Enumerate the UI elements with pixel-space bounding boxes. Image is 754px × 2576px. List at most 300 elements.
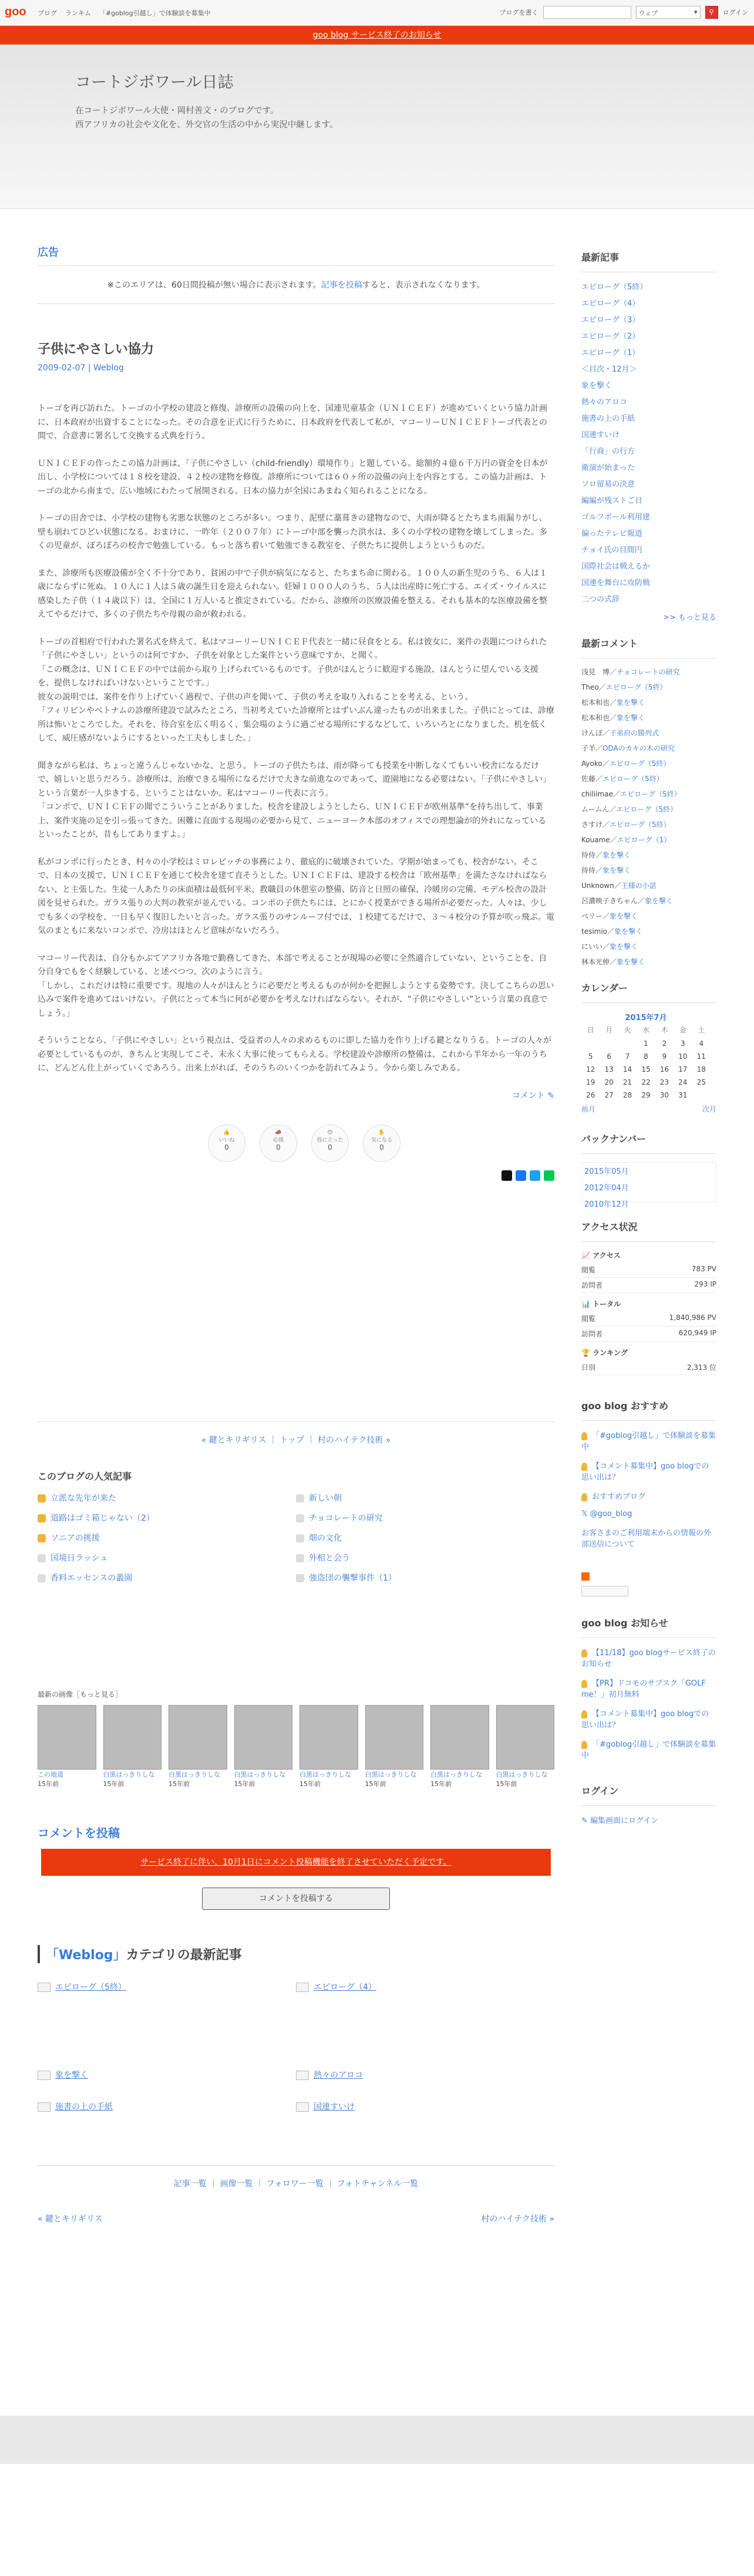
goo-recommend-label[interactable]: おすすめブログ	[592, 1493, 646, 1501]
bulb-icon	[581, 1710, 587, 1719]
rank-icon	[296, 1534, 304, 1542]
comment-item	[581, 896, 716, 906]
facebook-share-icon[interactable]	[516, 1170, 526, 1181]
ad-post-link[interactable]: 記事を投稿	[321, 281, 362, 290]
goo-notice-label[interactable]: 【11/18】goo blogサービス終了のお知らせ	[581, 1649, 716, 1669]
image-thumb[interactable]	[234, 1705, 293, 1788]
calendar-day: 6	[607, 1052, 611, 1061]
top-nav-ranking[interactable]: ランキム	[65, 9, 91, 17]
comment-sep: ／	[609, 805, 617, 813]
popular-item[interactable]	[38, 1512, 296, 1524]
calendar-nav	[581, 1104, 716, 1114]
recent-item[interactable]: 編編が残ストご日	[581, 497, 643, 505]
comment-user: 浅見 博	[581, 668, 610, 676]
calendar-day: 20	[604, 1078, 614, 1086]
footer-pager	[38, 2213, 554, 2224]
comment-sep: ／	[607, 927, 615, 936]
popular-item[interactable]	[38, 1532, 296, 1544]
top-right-tools	[500, 6, 748, 19]
thumb-image[interactable]	[430, 1705, 489, 1770]
comment-item	[581, 743, 716, 753]
calendar-day: 15	[641, 1065, 651, 1073]
thumb-title[interactable]: 白黒はっきりしな	[365, 1770, 417, 1778]
category-name[interactable]: 「Weblog」	[46, 1947, 126, 1963]
goo-notice-label[interactable]: 【PR】ドコモのサブスク「GOLF me！」初月無料	[581, 1679, 706, 1699]
calendar-day: 19	[586, 1078, 595, 1086]
popular-item-label[interactable]: ソニアの挑援	[51, 1533, 100, 1543]
prev-entry-link[interactable]: « 鍵とキリギリス	[38, 2214, 103, 2224]
comment-sep: ／	[595, 866, 603, 875]
comment-item	[581, 804, 716, 814]
thumb-image[interactable]	[103, 1705, 162, 1770]
comment-link[interactable]	[38, 1089, 554, 1101]
goo-recommend-item[interactable]	[581, 1510, 716, 1518]
article-icon	[296, 2102, 309, 2112]
entry-category[interactable]: Weblog	[93, 363, 124, 373]
image-thumb[interactable]	[169, 1705, 227, 1788]
thumb-title[interactable]: 白黒はっきりしな	[103, 1770, 155, 1778]
bulb-icon	[581, 1741, 587, 1749]
comment-item	[581, 865, 716, 875]
entry-date[interactable]: 2009-02-07	[38, 363, 86, 373]
popular-item-label[interactable]: 畑の文化	[309, 1533, 342, 1543]
recent-item[interactable]: エピローグ（1）	[581, 349, 640, 357]
entry-title[interactable]: 子供にやさしい協力	[38, 342, 154, 357]
backnumber-list[interactable]	[581, 1162, 716, 1209]
calendar-day: 18	[696, 1065, 706, 1073]
calendar-day: 12	[586, 1065, 595, 1073]
image-thumb[interactable]	[299, 1705, 358, 1788]
backnumber-item[interactable]: 2010年12月	[584, 1200, 629, 1209]
comment-item	[581, 819, 716, 829]
calendar-week	[581, 1050, 711, 1063]
recent-item[interactable]: 国連すいけ	[581, 431, 620, 440]
line-share-icon[interactable]	[544, 1170, 554, 1181]
footer-links[interactable]: 記事一覧 ｜ 画像一覧 ｜ フォロワー一覧 ｜ フォトチャンネル一覧	[38, 2165, 554, 2189]
comment-post-heading: コメントを投稿	[38, 1825, 120, 1840]
thumb-title[interactable]: 白黒はっきりしな	[430, 1770, 482, 1778]
popular-item-label[interactable]: 香料エッセンスの叢園	[51, 1573, 133, 1583]
image-thumb[interactable]	[103, 1705, 162, 1788]
category-latest-list	[38, 1981, 554, 2112]
popular-item-label[interactable]: 強盗団の襲撃事件（1）	[309, 1573, 396, 1583]
reaction-label: 気になる	[371, 1137, 392, 1143]
article-icon	[296, 1983, 309, 1992]
comment-article[interactable]: 象を撃く	[617, 698, 645, 707]
comment-article[interactable]: 象を撃く	[602, 866, 631, 875]
goo-recommend-label[interactable]: 「#goblog引越し」で体験談を募集中	[581, 1432, 716, 1451]
write-blog-link[interactable]: ブログを書く	[499, 9, 538, 16]
post-comment-button[interactable]: コメントを投稿する	[202, 1888, 390, 1910]
reaction-helpful[interactable]	[311, 1125, 349, 1162]
article-icon	[38, 1983, 51, 1992]
comment-item	[581, 774, 716, 784]
comment-article[interactable]: ODAのカキの木の研究	[602, 744, 675, 752]
svg-text:goo: goo	[5, 5, 26, 18]
comment-article[interactable]: 象を撃く	[617, 714, 645, 722]
comment-item	[581, 728, 716, 738]
comment-item	[581, 667, 716, 677]
goo-notice-item[interactable]	[581, 1646, 716, 1669]
category-item-label[interactable]: 熱々のアロコ	[314, 2070, 363, 2080]
comment-article[interactable]: 象を撃く	[617, 958, 645, 966]
comment-item	[581, 850, 716, 860]
login-link-side[interactable]	[581, 1814, 716, 1825]
popular-heading: このブログの人気記事	[38, 1470, 132, 1482]
search-scope-value: ウェブ	[638, 9, 658, 17]
category-item[interactable]	[296, 2101, 554, 2112]
backnumber-item[interactable]: 2012年04月	[584, 1184, 629, 1193]
goo-recommend-label[interactable]: 【コメント募集中】goo blogでの思い出は？	[581, 1462, 709, 1482]
comment-article[interactable]: エピローグ（5終）	[609, 759, 671, 768]
entry-paragraph: マコーリー代表は、自分もかぶてアフリカ各地で勤務してきた、本部で考えることが現場の必要に全然適合していない、ということを、自分自身でもをく経験している、と述べつつ、次のように言う。 「しかし、これだけは特に重要です。現地の人々がほんとうに必要だと考えるものが何かを把握しようとする姿勢です。決してこちらの思い込みで案件を進めてはいけない。子供にとって本当に何が必要かを考えなければならない。それが、“子供にやさしい”という言葉の真意でしょう。」	[38, 953, 554, 1018]
total-key: 閲覧	[581, 1315, 596, 1323]
popular-item[interactable]	[296, 1532, 554, 1544]
bulb-icon	[581, 1680, 587, 1688]
popular-item[interactable]	[296, 1492, 554, 1504]
comment-item	[581, 835, 716, 845]
ranking-value: 2,313 位	[686, 1363, 716, 1372]
calendar-day: 5	[588, 1052, 593, 1061]
thumb-title[interactable]: この地道	[38, 1770, 63, 1778]
category-item[interactable]	[38, 2069, 296, 2081]
recent-item[interactable]: チョイ氏の目間円	[581, 546, 642, 555]
megaphone-icon: 📣	[275, 1129, 282, 1136]
category-item[interactable]	[296, 1981, 554, 1993]
popular-item-label[interactable]: 国境日ラッシュ	[51, 1553, 108, 1563]
comment-article[interactable]: エピローグ（1）	[617, 836, 671, 844]
comment-user: Kouame	[581, 836, 610, 844]
recent-item[interactable]: ＜目次・12月＞	[581, 365, 637, 374]
comment-item	[581, 880, 716, 890]
recent-more-link[interactable]: >> もっと見る	[663, 613, 716, 622]
calendar-weekday: 火	[624, 1026, 631, 1034]
recent-item[interactable]: 二つの式辞	[581, 595, 620, 604]
comment-service-notice[interactable]: サービス終了に伴い、10月1日にコメント投稿機能を終了させていただく予定です。	[41, 1849, 551, 1876]
thumb-image[interactable]	[365, 1705, 424, 1770]
category-item[interactable]	[38, 1981, 296, 1993]
comment-user: Ayoko	[581, 759, 602, 768]
comment-user: ムームん	[581, 805, 610, 813]
popular-item-label[interactable]: 外相と会う	[309, 1553, 350, 1563]
top-nav-blog[interactable]: ブログ	[38, 9, 57, 17]
thumb-date: 15年前	[38, 1780, 59, 1788]
calendar-day: 29	[641, 1091, 651, 1099]
comment-article[interactable]: 子弟府の勝列式	[610, 729, 659, 737]
recent-item[interactable]: 施書の上の手紙	[581, 414, 635, 423]
bulb-icon	[581, 1432, 587, 1440]
thumb-image[interactable]	[38, 1705, 96, 1770]
recent-item[interactable]: 国際社会は戦えるか	[581, 562, 651, 571]
x-icon: 𝕏	[581, 1510, 590, 1518]
goo-recommend-item[interactable]	[581, 1490, 716, 1501]
comment-sep: ／	[610, 958, 617, 966]
thumb-date: 15年前	[496, 1780, 517, 1788]
calendar-day: 28	[622, 1091, 632, 1099]
backnumber-item[interactable]: 2015年05月	[584, 1167, 629, 1176]
category-item[interactable]	[38, 2101, 296, 2112]
rss-badges	[581, 1572, 716, 1598]
comment-article[interactable]: 象を撃く	[614, 927, 643, 936]
smile-icon: 😊	[327, 1129, 333, 1136]
goo-notice-item[interactable]	[581, 1677, 716, 1699]
comment-sep: ／	[595, 744, 603, 752]
comment-item	[581, 957, 716, 967]
thumb-title[interactable]: 白黒はっきりしな	[496, 1770, 548, 1778]
popular-item-label[interactable]: 新しい朝	[309, 1493, 342, 1503]
comment-article[interactable]: 象を撃く	[610, 943, 638, 951]
rank-icon	[296, 1574, 304, 1582]
recent-comments	[581, 667, 716, 967]
popular-item[interactable]	[38, 1492, 296, 1504]
reaction-curious[interactable]	[363, 1125, 400, 1162]
recent-item[interactable]: エピローグ（4）	[581, 299, 640, 308]
comment-user: にいい	[581, 943, 603, 951]
goo-recommend-list	[581, 1429, 716, 1549]
entry-paragraph: 聞きながら私は、ちょっと違うんじゃないかな、と思う。トーゴの子供たちは、雨が降っても授業を中断しなくてもいい校舎になるだけで、嬉しいと思うだろう。診療所は、治療できる場所になるだけで大きな前進なのであって、遊園地になる必要はない。「子供にやさしい」という言葉が一人歩きする、ということはないか。私はマコーリー代表に言う。 「コンポで、ＵＮＩＣＥＦの聞でこういうことがありました。校舎を建設しようとしたら、ＵＮＩＣＥＦが欧州基準“を持ち出して、事業上、案件実施の足を引っ張ってきた。困難に直面する現場の必要から見て、ニューヨーク本部のオフィスでの理想論が的外れになっているといったことが、昔もしてありますよ。」	[38, 761, 551, 839]
recent-item[interactable]: ゴルフボール利用建	[581, 513, 650, 522]
calendar-day: 31	[678, 1091, 688, 1099]
comment-item	[581, 713, 716, 723]
comment-user: 林本光伸	[581, 958, 610, 966]
entry-pager[interactable]: « 鍵とキリギリス ｜ トップ ｜ 村のハイテク技術 »	[38, 1422, 554, 1446]
popular-item-label[interactable]: チョコレートの研究	[309, 1513, 383, 1523]
blog-title[interactable]: コートジボワール日誌	[75, 73, 234, 92]
total-value: 1,840,986 PV	[669, 1314, 716, 1322]
goo-notice-label[interactable]: 「#goblog引越し」で体験談を募集中	[581, 1740, 716, 1760]
comment-sep: ／	[602, 729, 610, 737]
thumbs-up-icon: 👍	[223, 1129, 230, 1136]
thumb-title[interactable]: 白黒はっきりしな	[234, 1770, 286, 1778]
goo-notice-label[interactable]: 【コメント募集中】goo blogでの思い出は？	[581, 1710, 709, 1730]
popular-list	[38, 1492, 554, 1584]
thumb-date: 15年前	[430, 1780, 452, 1788]
chart-icon: 📈	[581, 1251, 593, 1260]
category-item-label[interactable]: エピローグ（5終）	[55, 1982, 126, 1992]
next-entry-link[interactable]: 村のハイテク技術 »	[481, 2214, 554, 2224]
pencil-icon: ✎	[547, 1091, 554, 1100]
login-link-label[interactable]: 編集画面にログイン	[590, 1817, 659, 1825]
comment-article[interactable]: エピローグ（5終）	[602, 775, 664, 783]
ranking-row	[581, 1360, 716, 1375]
article-icon	[38, 2102, 51, 2112]
goo-recommend-item[interactable]	[581, 1460, 716, 1482]
comment-sep: ／	[614, 882, 621, 890]
popular-item-label[interactable]: 道路はゴミ箱じゃない（2）	[51, 1513, 154, 1523]
popular-item-label[interactable]: 立派な先年が来た	[51, 1493, 116, 1503]
calendar-week	[581, 1089, 711, 1102]
recent-item[interactable]: 象を撃く	[581, 381, 612, 390]
total-row	[581, 1311, 716, 1326]
popular-item[interactable]	[38, 1552, 296, 1564]
category-item-label[interactable]: エピローグ（4）	[314, 1982, 376, 1992]
goo-notice-list	[581, 1646, 716, 1760]
goo-recommend-heading: goo blog おすすめ	[581, 1399, 716, 1421]
recent-item[interactable]: エピローグ（3）	[581, 316, 640, 325]
ad-heading: 広告	[38, 244, 554, 266]
calendar-prev[interactable]: 前月	[581, 1105, 596, 1113]
calendar-day: 10	[678, 1052, 688, 1061]
calendar-day: 24	[678, 1078, 688, 1086]
comment-user: 侍侍	[581, 866, 596, 875]
comment-item	[581, 682, 716, 692]
category-latest-heading	[38, 1945, 554, 1963]
comment-user: Unknown	[581, 882, 614, 890]
top-nav	[38, 8, 211, 18]
recent-item[interactable]: エピローグ（2）	[581, 332, 640, 341]
recent-item[interactable]: 熱々のアロコ	[581, 398, 628, 407]
search-button[interactable]	[705, 6, 718, 19]
comment-user: けんぽ	[581, 729, 603, 737]
goo-notice-item[interactable]	[581, 1707, 716, 1730]
comment-user: 松本和也	[581, 698, 610, 707]
thumb-date: 15年前	[365, 1780, 386, 1788]
goo-recommend-label[interactable]: お客さまのご利用端末からの情報の外部送信について	[581, 1529, 712, 1549]
latest-images-heading[interactable]: 最新の画像［もっと見る］	[38, 1690, 123, 1699]
comment-article[interactable]: エピローグ（5終）	[605, 683, 667, 691]
top-nav-promo[interactable]: 「#goblog引越し」で体験談を募集中	[99, 9, 211, 17]
thumb-title[interactable]: 白黒はっきりしな	[169, 1770, 220, 1778]
calendar-next[interactable]: 次月	[702, 1105, 716, 1113]
comment-article[interactable]: 象を撃く	[602, 851, 631, 859]
total-value: 620,949 IP	[678, 1329, 716, 1337]
rank-icon	[296, 1494, 304, 1503]
calendar-day: 22	[641, 1078, 651, 1086]
comment-article[interactable]: チョコレートの研究	[617, 668, 680, 676]
recent-item[interactable]: ソロ留易の決意	[581, 480, 635, 489]
popular-item[interactable]	[296, 1552, 554, 1564]
thumb-image[interactable]	[234, 1705, 293, 1770]
comment-article[interactable]: 王様の小話	[621, 882, 657, 890]
login-heading: ログイン	[581, 1784, 716, 1806]
rank-icon	[38, 1574, 46, 1582]
crown-icon	[38, 1494, 46, 1503]
category-item-label[interactable]: 象を撃く	[55, 2070, 88, 2080]
category-item-label[interactable]: 施書の上の手紙	[55, 2102, 113, 2112]
thumb-image[interactable]	[496, 1705, 555, 1770]
service-end-notice-text[interactable]: goo blog サービス終了のお知らせ	[312, 31, 442, 40]
access-label	[581, 1250, 716, 1260]
recent-item[interactable]: エピローグ（5終）	[581, 283, 648, 292]
reaction-label: 役に立った	[317, 1137, 344, 1143]
hatena-share-icon[interactable]	[530, 1170, 540, 1181]
comment-user: 佐藤	[581, 775, 596, 783]
entry-meta: 2009-02-07 | Weblog	[38, 363, 124, 373]
recent-item[interactable]: 偏ったテレビ報道	[581, 529, 642, 538]
category-item[interactable]	[296, 2069, 554, 2081]
thumb-image[interactable]	[169, 1705, 227, 1770]
comment-article[interactable]: エピローグ（5終）	[610, 821, 671, 829]
goo-notice-item[interactable]	[581, 1738, 716, 1760]
comment-article[interactable]: 象を撃く	[645, 897, 674, 905]
login-link[interactable]: ログイン	[722, 9, 748, 16]
comment-link-label[interactable]: コメント	[511, 1091, 545, 1100]
sidebar	[581, 250, 716, 1825]
backnumber-heading: バックナンバー	[581, 1132, 716, 1154]
image-thumb[interactable]	[496, 1705, 555, 1788]
goo-recommend-item[interactable]	[581, 1429, 716, 1451]
blog-desc-line2: 西アフリカの社会や文化を、外交官の生活の中から実況中継します。	[75, 120, 338, 130]
calendar-weekday: 金	[679, 1026, 686, 1034]
service-end-notice[interactable]	[0, 26, 754, 45]
entry-paragraph: 私がコンポに行ったとき、村々の小学校はミロレピッチの事務により、徹底的に破壊されていた。学期が始まっても、校舎がない。そこで、日本の支援で、ＵＮＩＣＥＦを通じて校舎を建て直そうとした。ＵＮＩＣＥＦは、建設する校舎は「欧州基準」を満たさなければならない、と主張した。生徒一人あたりの床面積は最低何平米、教職員の休憩室の整備、防音と日照の確保、冷暖房の完備、モデル校舎の設計図を見せられた。ガラス張りの大判の教室が並んでいる。コンポの子供たちには、とにかく授業ができる場所が必要だった。人々は、少しでも多くの学校を、一日も早く復旧したいと言った。ガラス張りのサンルーフ付では、１校建てるだけで、３～４校分の予算が吹っ飛ぶ。電気のまともに来ないコンポで、冷房はほとんど意味がないだろう。	[38, 857, 554, 936]
ranking-label-text: ランキング	[593, 1349, 628, 1357]
comment-article[interactable]: 象を撃く	[610, 912, 638, 920]
recent-item[interactable]: 衛演が始まった	[581, 464, 635, 472]
x-share-icon[interactable]	[501, 1170, 512, 1181]
calendar-day: 7	[625, 1052, 630, 1061]
popular-item[interactable]	[296, 1572, 554, 1584]
goo-blog-badge[interactable]	[581, 1586, 628, 1596]
reaction-cheer[interactable]	[260, 1125, 297, 1162]
total-label-text: トータル	[593, 1300, 621, 1308]
ad-text-pre: ※このエリアは、60日間投稿が無い場合に表示されます。	[107, 281, 321, 290]
rss-icon[interactable]	[581, 1572, 590, 1581]
crown-icon	[38, 1534, 46, 1542]
ad-text-post: すると、表示されなくなります。	[362, 281, 485, 290]
image-thumb[interactable]	[38, 1705, 96, 1788]
image-thumb[interactable]	[365, 1705, 424, 1788]
recent-item[interactable]: 「行商」の行方	[581, 447, 635, 456]
thumb-title[interactable]: 白黒はっきりしな	[299, 1770, 351, 1778]
search-scope-select[interactable]	[636, 6, 701, 19]
calendar-day: 23	[659, 1078, 669, 1086]
calendar	[581, 1011, 711, 1102]
goo-recommend-item[interactable]	[581, 1527, 716, 1549]
access-row	[581, 1262, 716, 1278]
popular-item[interactable]	[38, 1572, 296, 1584]
calendar-day: 17	[678, 1065, 688, 1073]
total-row	[581, 1326, 716, 1342]
calendar-heading: カレンダー	[581, 981, 716, 1003]
reaction-like[interactable]	[208, 1125, 245, 1162]
calendar-weekday: 土	[698, 1026, 705, 1034]
calendar-day: 8	[644, 1052, 648, 1061]
article-icon	[296, 2071, 309, 2080]
search-input[interactable]	[543, 6, 631, 19]
calendar-day: 4	[699, 1039, 704, 1048]
calendar-day: 26	[586, 1091, 595, 1099]
image-thumb[interactable]	[430, 1705, 489, 1788]
reaction-count: 0	[224, 1143, 229, 1152]
comment-user: 侍侍	[581, 851, 596, 859]
goo-logo[interactable]	[5, 4, 33, 19]
ranking-key: 日別	[581, 1363, 596, 1372]
comment-item	[581, 911, 716, 921]
access-key: 閲覧	[581, 1266, 596, 1274]
recent-list	[581, 281, 716, 604]
comment-sep: ／	[612, 790, 620, 798]
main-column	[38, 244, 554, 2224]
popular-item[interactable]	[296, 1512, 554, 1524]
thumb-image[interactable]	[299, 1705, 358, 1770]
trophy-icon: 🏆	[581, 1349, 593, 1357]
category-item-label[interactable]: 国連すいけ	[314, 2102, 355, 2112]
ad-band	[0, 2416, 754, 2464]
calendar-day: 21	[622, 1078, 632, 1086]
goo-recommend-label[interactable]: @goo_blog	[590, 1510, 632, 1518]
entry-paragraph: また、診療所も医療設備が全く不十分であり、貧困の中で子供が病気になると、たちまち命に関わる。１００人の新生児のうち、６人は１歳にならずに死ぬ。１０人に１人は５歳の誕生日を迎えられない。妊婦１０００人のうち、５人は出産時に死亡する。エイズ・ウイルスに感染した子供（１４歳以下）は、全国に１万人いると推定されている。だから、診療所の医療設備を整える。それも基本的な医療設備を整えてやるだけで、多くの子供たちや母親の命が救われる。	[38, 568, 547, 619]
ad-text	[38, 266, 554, 304]
calendar-day: 11	[696, 1052, 706, 1061]
calendar-week	[581, 1037, 711, 1050]
comment-article[interactable]: エピローグ（5終）	[620, 790, 681, 798]
access-key: 訪問者	[581, 1281, 603, 1289]
comment-article[interactable]: エピローグ（5終）	[616, 805, 678, 813]
thumb-date: 15年前	[299, 1780, 321, 1788]
recent-item[interactable]: 国連を舞台に攻防戦	[581, 579, 651, 588]
calendar-month: 2015年7月	[625, 1014, 667, 1022]
